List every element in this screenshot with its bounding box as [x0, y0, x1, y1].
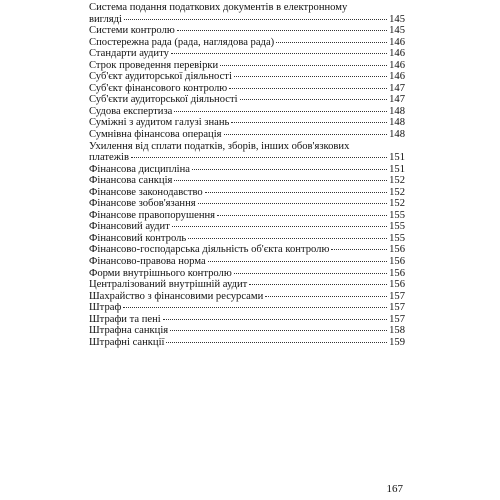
- index-entry: [89, 94, 405, 106]
- dot-leader: [123, 307, 387, 308]
- entry-term: Штраф: [89, 302, 122, 314]
- index-entry: [89, 268, 405, 280]
- entry-term: Штрафи та пені: [89, 313, 161, 325]
- entry-term-line2: [89, 152, 405, 164]
- dot-leader: [188, 238, 387, 239]
- index-entry: [89, 337, 405, 349]
- index-entry: [89, 71, 405, 83]
- dot-leader: [163, 319, 387, 320]
- entry-page-number: 155: [389, 232, 405, 244]
- index-entry: [89, 221, 405, 233]
- entry-term: Фінансова санкція: [89, 175, 173, 187]
- entry-term: Фінансове зобов'язання: [89, 198, 196, 210]
- subject-index-list: [89, 2, 405, 348]
- dot-leader: [208, 261, 387, 262]
- entry-page-number: 158: [389, 325, 405, 337]
- entry-term: Стандарти аудиту: [89, 48, 169, 60]
- dot-leader: [217, 215, 387, 216]
- dot-leader: [220, 65, 387, 66]
- entry-term-line1: Система подання податкових документів в електронному: [89, 2, 348, 13]
- entry-term: Фінансове правопорушення: [89, 209, 216, 221]
- dot-leader: [205, 192, 387, 193]
- index-entry: [89, 325, 405, 337]
- entry-term: Шахрайство з фінансовими ресурсами: [89, 290, 264, 302]
- index-entry: [89, 244, 405, 256]
- entry-page-number: 155: [389, 221, 405, 233]
- index-entry: [89, 106, 405, 118]
- entry-term: Суб'єкт фінансового контролю: [89, 82, 228, 94]
- index-entry: [89, 129, 405, 141]
- index-entry: [89, 141, 405, 164]
- dot-leader: [234, 76, 387, 77]
- entry-page-number: 148: [389, 129, 405, 141]
- entry-term: Суб'єкти аудиторської діяльності: [89, 94, 238, 106]
- entry-term: Фінансова дисципліна: [89, 163, 190, 175]
- dot-leader: [174, 180, 387, 181]
- dot-leader: [172, 226, 387, 227]
- entry-page-number: 152: [389, 175, 405, 187]
- entry-page-number: 146: [389, 36, 405, 48]
- entry-term: Форми внутрішнього контролю: [89, 267, 232, 279]
- index-entry: [89, 25, 405, 37]
- entry-term: Фінансово-правова норма: [89, 256, 206, 268]
- index-entry: [89, 37, 405, 49]
- entry-term: Системи контролю: [89, 25, 175, 37]
- entry-term: Сумнівна фінансова операція: [89, 129, 222, 141]
- dot-leader: [174, 111, 387, 112]
- index-entry: [89, 2, 405, 25]
- entry-term: Штрафна санкція: [89, 325, 169, 337]
- entry-term: вигляді: [89, 13, 122, 25]
- entry-term: Суміжні з аудитом галузі знань: [89, 117, 230, 129]
- entry-page-number: 155: [389, 209, 405, 221]
- entry-page-number: 147: [389, 82, 405, 94]
- dot-leader: [331, 249, 387, 250]
- index-entry: [89, 198, 405, 210]
- entry-page-number: 159: [389, 336, 405, 348]
- index-entry: [89, 256, 405, 268]
- index-entry: [89, 314, 405, 326]
- entry-page-number: 156: [389, 244, 405, 256]
- dot-leader: [234, 273, 387, 274]
- entry-page-number: 146: [389, 48, 405, 60]
- index-entry: [89, 60, 405, 72]
- index-entry: [89, 233, 405, 245]
- entry-term: Фінансове законодавство: [89, 186, 203, 198]
- index-entry: [89, 83, 405, 95]
- entry-page-number: 156: [389, 279, 405, 291]
- entry-page-number: 151: [389, 152, 405, 164]
- index-entry: [89, 175, 405, 187]
- index-entry: [89, 117, 405, 129]
- entry-page-number: 146: [389, 59, 405, 71]
- index-entry: [89, 279, 405, 291]
- dot-leader: [192, 169, 387, 170]
- index-entry: [89, 164, 405, 176]
- entry-page-number: 145: [389, 13, 405, 25]
- entry-term: Фінансово-господарська діяльність об'єкта контролю: [89, 244, 330, 256]
- dot-leader: [276, 42, 387, 43]
- entry-page-number: 151: [389, 163, 405, 175]
- dot-leader: [224, 134, 388, 135]
- entry-term: Суб'єкт аудиторської діяльності: [89, 71, 232, 83]
- dot-leader: [177, 30, 387, 31]
- page-number: 167: [386, 483, 403, 495]
- entry-term-line1: Ухилення від сплати податків, зборів, інших обов'язкових: [89, 140, 350, 152]
- dot-leader: [240, 99, 388, 100]
- dot-leader: [231, 122, 387, 123]
- entry-page-number: 152: [389, 198, 405, 210]
- index-entry: [89, 210, 405, 222]
- index-entry: [89, 187, 405, 199]
- entry-page-number: 152: [389, 186, 405, 198]
- entry-term: Централізований внутрішній аудит: [89, 279, 248, 291]
- index-entry: [89, 291, 405, 303]
- entry-page-number: 148: [389, 117, 405, 129]
- dot-leader: [229, 88, 387, 89]
- entry-term: Судова експертиза: [89, 105, 173, 117]
- dot-leader: [198, 203, 387, 204]
- dot-leader: [131, 157, 387, 158]
- dot-leader: [124, 19, 387, 20]
- dot-leader: [265, 296, 387, 297]
- dot-leader: [166, 342, 387, 343]
- entry-page-number: 157: [389, 313, 405, 325]
- entry-term: платежів: [89, 152, 129, 164]
- entry-page-number: 156: [389, 267, 405, 279]
- entry-term-line2: [89, 14, 405, 26]
- index-entry: [89, 48, 405, 60]
- entry-page-number: 147: [389, 94, 405, 106]
- entry-page-number: 145: [389, 25, 405, 37]
- entry-term: Строк проведення перевірки: [89, 59, 219, 71]
- entry-term: Фінансовий аудит: [89, 221, 170, 233]
- entry-page-number: 157: [389, 302, 405, 314]
- dot-leader: [170, 330, 387, 331]
- entry-page-number: 156: [389, 256, 405, 268]
- entry-term: Спостережна рада (рада, наглядова рада): [89, 36, 275, 48]
- entry-term: Фінансовий контроль: [89, 232, 187, 244]
- entry-page-number: 148: [389, 105, 405, 117]
- dot-leader: [171, 53, 387, 54]
- entry-page-number: 157: [389, 290, 405, 302]
- entry-term: Штрафні санкції: [89, 336, 165, 348]
- index-entry: [89, 302, 405, 314]
- entry-page-number: 146: [389, 71, 405, 83]
- dot-leader: [249, 284, 387, 285]
